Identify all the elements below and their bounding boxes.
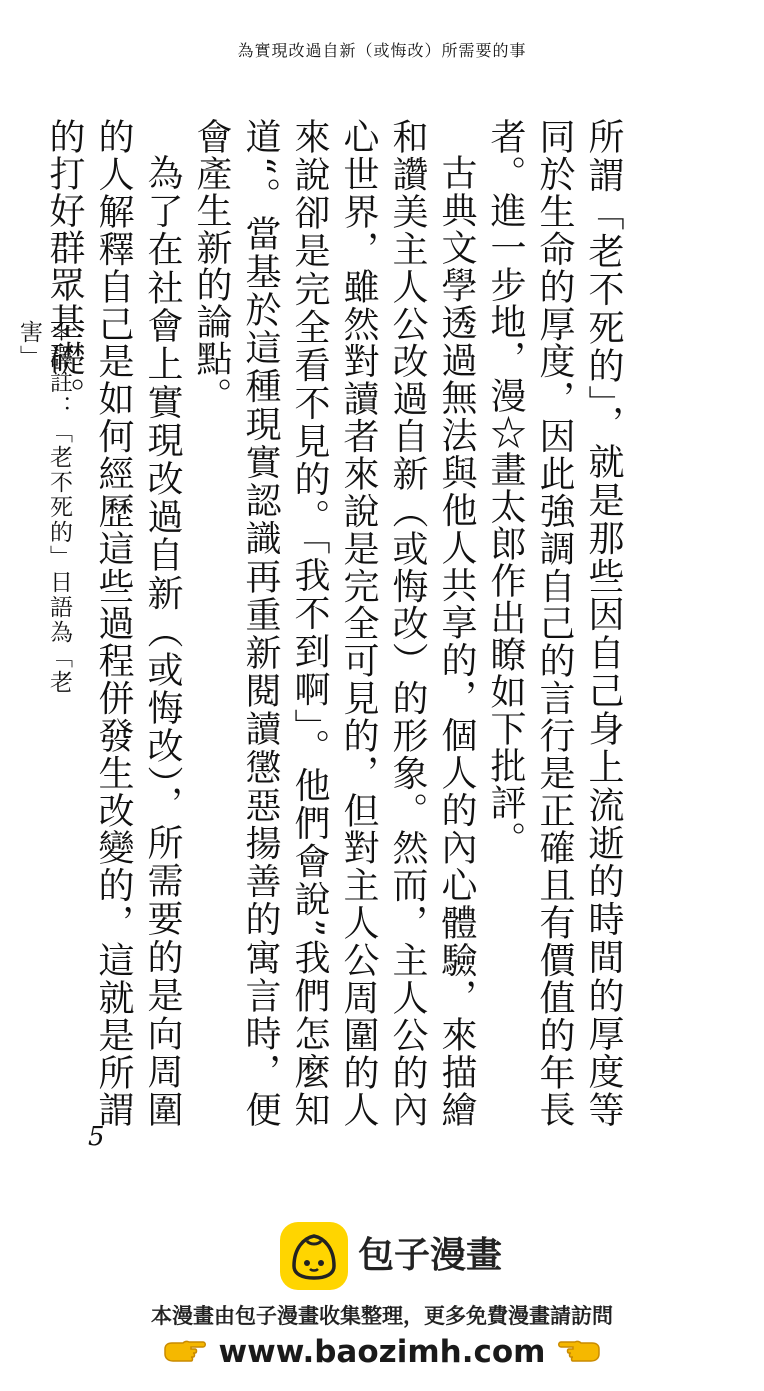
page-number: 5 xyxy=(88,1122,105,1152)
body-paragraph: 為了在社會上實現改過自新（或悔改），所需要的是向周圍的人解釋自己是如何經歷這些過程併發生改變的，這就是所謂的打好群眾基礎。 xyxy=(44,118,183,1128)
body-paragraph: 所謂「老不死的」，就是那些因自己身上流逝的時間的厚度等同於生命的厚度，因此強調自己的言行是正確且有價值的年長者。進一步地，漫☆畫太郎作出瞭如下批評。 xyxy=(485,118,624,1128)
watermark-promo-text: 本漫畫由包子漫畫收集整理，更多免費漫畫請訪問 xyxy=(151,1304,613,1328)
running-title: 為實現改過自新（或悔改）所需要的事 xyxy=(237,41,527,60)
watermark-url-row xyxy=(0,1330,764,1374)
body-paragraph: 古典文學透過無法與他人共享的，個人的內心體驗，來描繪和讚美主人公改過自新（或悔改）的形象。然而，主人公的內心世界，雖然對讀者來說是完全可見的，但對主人公周圍的人來說卻是完全看不見的。「我不到啊」。他們會說”我們怎麼知道“。當基於這種現實認識再重新閱讀懲惡揚善的寓言時，便會產生新的論點。 xyxy=(191,118,477,1128)
watermark-url-link[interactable]: www.baozimh.com xyxy=(218,1334,546,1370)
baozi-bun-logo-icon xyxy=(280,1222,348,1290)
pointing-right-hand-icon xyxy=(163,1339,207,1365)
body-text xyxy=(40,118,628,1128)
watermark-brand-name: 包子漫畫 xyxy=(358,1235,503,1276)
pointing-left-hand-icon xyxy=(557,1339,601,1365)
watermark-brand xyxy=(280,1222,510,1290)
translator-footnote: ＊譯註：「老不死的」日語為「老害」 xyxy=(16,320,72,695)
